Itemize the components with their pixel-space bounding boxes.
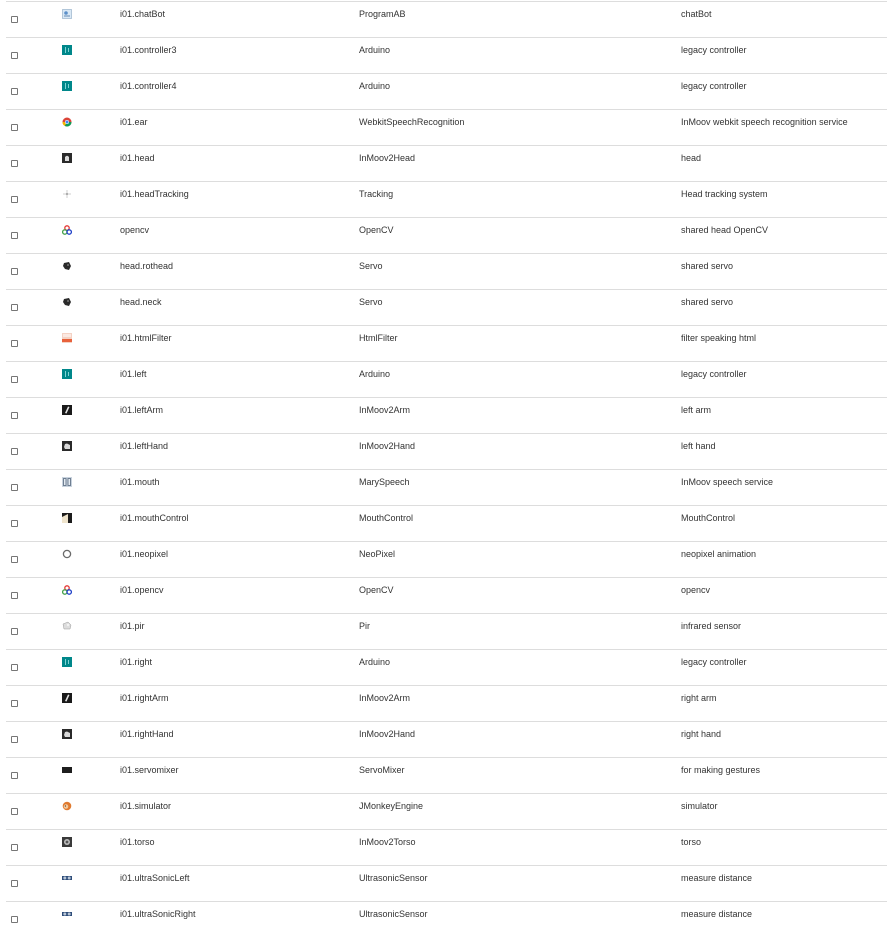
- service-description: simulator: [681, 801, 718, 811]
- service-description: legacy controller: [681, 81, 747, 91]
- row-checkbox[interactable]: [11, 160, 18, 167]
- service-description: left hand: [681, 441, 716, 451]
- table-row: [6, 505, 887, 541]
- row-checkbox[interactable]: [11, 376, 18, 383]
- service-name[interactable]: i01.headTracking: [120, 189, 189, 199]
- chrome-icon: [62, 117, 72, 127]
- service-type: OpenCV: [359, 585, 394, 595]
- row-checkbox[interactable]: [11, 196, 18, 203]
- service-name[interactable]: i01.ultraSonicRight: [120, 909, 196, 919]
- service-type: Tracking: [359, 189, 394, 199]
- service-description: measure distance: [681, 873, 753, 883]
- service-type: ProgramAB: [359, 9, 406, 19]
- row-checkbox[interactable]: [11, 268, 18, 275]
- table-row: [6, 145, 887, 181]
- service-type: WebkitSpeechRecognition: [359, 117, 465, 127]
- servo-icon: [62, 261, 72, 271]
- arduino-icon: [62, 45, 72, 55]
- arduino-icon: [62, 657, 72, 667]
- service-name[interactable]: i01.controller4: [120, 81, 177, 91]
- programab-icon: [62, 9, 72, 19]
- table-row: [6, 361, 887, 397]
- row-checkbox[interactable]: [11, 124, 18, 131]
- service-type: Pir: [359, 621, 370, 631]
- service-type: MarySpeech: [359, 477, 410, 487]
- service-name[interactable]: head.rothead: [120, 261, 174, 271]
- service-name[interactable]: i01.rightHand: [120, 729, 174, 739]
- inmoov-torso-icon: [62, 837, 72, 847]
- service-type: Arduino: [359, 369, 391, 379]
- row-checkbox[interactable]: [11, 628, 18, 635]
- table-row: [6, 181, 887, 217]
- service-description: right hand: [681, 729, 722, 739]
- inmoov-hand-icon: [62, 441, 72, 451]
- service-name[interactable]: i01.mouthControl: [120, 513, 189, 523]
- ultrasonic-icon: [62, 873, 72, 883]
- service-name[interactable]: i01.servomixer: [120, 765, 179, 775]
- table-row: [6, 649, 887, 685]
- jmonkey-icon: [62, 801, 72, 811]
- service-description: legacy controller: [681, 369, 747, 379]
- table-row: [6, 109, 887, 145]
- table-row: [6, 325, 887, 361]
- servo-mixer-icon: [62, 765, 72, 775]
- service-description: head: [681, 153, 702, 163]
- service-type: Arduino: [359, 657, 391, 667]
- service-name[interactable]: i01.chatBot: [120, 9, 166, 19]
- service-type: UltrasonicSensor: [359, 873, 428, 883]
- table-row: [6, 73, 887, 109]
- service-name[interactable]: i01.opencv: [120, 585, 164, 595]
- table-row: [6, 37, 887, 73]
- tracking-icon: [62, 189, 72, 199]
- service-type: HtmlFilter: [359, 333, 398, 343]
- table-row: [6, 469, 887, 505]
- service-description: MouthControl: [681, 513, 736, 523]
- mary-speech-icon: [62, 477, 72, 487]
- table-row: [6, 1, 887, 37]
- service-description: right arm: [681, 693, 717, 703]
- service-type: JMonkeyEngine: [359, 801, 424, 811]
- servo-icon: [62, 297, 72, 307]
- service-type: Arduino: [359, 45, 391, 55]
- table-row: [6, 721, 887, 757]
- row-checkbox[interactable]: [11, 880, 18, 887]
- service-description: legacy controller: [681, 45, 747, 55]
- service-description: shared servo: [681, 297, 734, 307]
- table-row: [6, 289, 887, 325]
- table-row: [6, 397, 887, 433]
- inmoov-hand-icon: [62, 729, 72, 739]
- service-name[interactable]: i01.htmlFilter: [120, 333, 172, 343]
- inmoov-arm-icon: [62, 405, 72, 415]
- row-checkbox[interactable]: [11, 736, 18, 743]
- service-name[interactable]: i01.ear: [120, 117, 148, 127]
- row-checkbox[interactable]: [11, 340, 18, 347]
- service-name[interactable]: opencv: [120, 225, 150, 235]
- inmoov-arm-icon: [62, 693, 72, 703]
- pir-icon: [62, 621, 72, 631]
- row-checkbox[interactable]: [11, 88, 18, 95]
- table-row: [6, 757, 887, 793]
- service-name[interactable]: i01.ultraSonicLeft: [120, 873, 190, 883]
- service-name[interactable]: i01.leftHand: [120, 441, 169, 451]
- table-row: [6, 829, 887, 865]
- mouth-control-icon: [62, 513, 72, 523]
- html-filter-icon: [62, 333, 72, 343]
- service-description: infrared sensor: [681, 621, 742, 631]
- row-checkbox[interactable]: [11, 520, 18, 527]
- service-name[interactable]: i01.pir: [120, 621, 145, 631]
- service-type: InMoov2Hand: [359, 729, 416, 739]
- service-description: measure distance: [681, 909, 753, 919]
- table-row: [6, 793, 887, 829]
- service-description: shared head OpenCV: [681, 225, 769, 235]
- table-row: [6, 613, 887, 649]
- service-name[interactable]: i01.torso: [120, 837, 155, 847]
- arduino-icon: [62, 369, 72, 379]
- table-row: [6, 541, 887, 577]
- service-name[interactable]: i01.left: [120, 369, 147, 379]
- service-description: for making gestures: [681, 765, 761, 775]
- service-type: ServoMixer: [359, 765, 405, 775]
- table-row: [6, 253, 887, 289]
- opencv-icon: [62, 225, 72, 235]
- service-description: torso: [681, 837, 702, 847]
- service-type: Servo: [359, 297, 383, 307]
- row-checkbox[interactable]: [11, 700, 18, 707]
- service-type: UltrasonicSensor: [359, 909, 428, 919]
- service-name[interactable]: head.neck: [120, 297, 162, 307]
- row-checkbox[interactable]: [11, 304, 18, 311]
- inmoov-head-icon: [62, 153, 72, 163]
- arduino-icon: [62, 81, 72, 91]
- row-checkbox[interactable]: [11, 808, 18, 815]
- table-row: [6, 577, 887, 613]
- row-checkbox[interactable]: [11, 772, 18, 779]
- service-description: Head tracking system: [681, 189, 768, 199]
- row-checkbox[interactable]: [11, 448, 18, 455]
- service-description: legacy controller: [681, 657, 747, 667]
- row-checkbox[interactable]: [11, 52, 18, 59]
- service-name[interactable]: i01.rightArm: [120, 693, 169, 703]
- service-type: InMoov2Torso: [359, 837, 416, 847]
- service-type: MouthControl: [359, 513, 414, 523]
- row-checkbox[interactable]: [11, 592, 18, 599]
- row-checkbox[interactable]: [11, 16, 18, 23]
- service-description: opencv: [681, 585, 711, 595]
- service-description: left arm: [681, 405, 712, 415]
- service-description: shared servo: [681, 261, 734, 271]
- service-name[interactable]: i01.simulator: [120, 801, 172, 811]
- ultrasonic-icon: [62, 909, 72, 919]
- service-table: [6, 1, 887, 937]
- service-description: InMoov speech service: [681, 477, 774, 487]
- table-row: [6, 685, 887, 721]
- service-name[interactable]: i01.leftArm: [120, 405, 164, 415]
- row-checkbox[interactable]: [11, 916, 18, 923]
- service-type: NeoPixel: [359, 549, 396, 559]
- service-description: neopixel animation: [681, 549, 757, 559]
- opencv-icon: [62, 585, 72, 595]
- service-name[interactable]: i01.controller3: [120, 45, 177, 55]
- row-checkbox[interactable]: [11, 484, 18, 491]
- service-name[interactable]: i01.mouth: [120, 477, 160, 487]
- row-checkbox[interactable]: [11, 844, 18, 851]
- row-checkbox[interactable]: [11, 232, 18, 239]
- table-row: [6, 433, 887, 469]
- table-row: [6, 865, 887, 901]
- service-type: InMoov2Hand: [359, 441, 416, 451]
- service-type: InMoov2Arm: [359, 693, 411, 703]
- service-description: chatBot: [681, 9, 712, 19]
- service-type: Arduino: [359, 81, 391, 91]
- service-name[interactable]: i01.right: [120, 657, 153, 667]
- service-name[interactable]: i01.neopixel: [120, 549, 169, 559]
- service-type: InMoov2Arm: [359, 405, 411, 415]
- row-checkbox[interactable]: [11, 412, 18, 419]
- service-type: OpenCV: [359, 225, 394, 235]
- row-checkbox[interactable]: [11, 556, 18, 563]
- service-type: InMoov2Head: [359, 153, 416, 163]
- service-type: Servo: [359, 261, 383, 271]
- row-checkbox[interactable]: [11, 664, 18, 671]
- service-description: InMoov webkit speech recognition service: [681, 117, 848, 127]
- service-name[interactable]: i01.head: [120, 153, 155, 163]
- neopixel-icon: [62, 549, 72, 559]
- table-row: [6, 217, 887, 253]
- service-description: filter speaking html: [681, 333, 757, 343]
